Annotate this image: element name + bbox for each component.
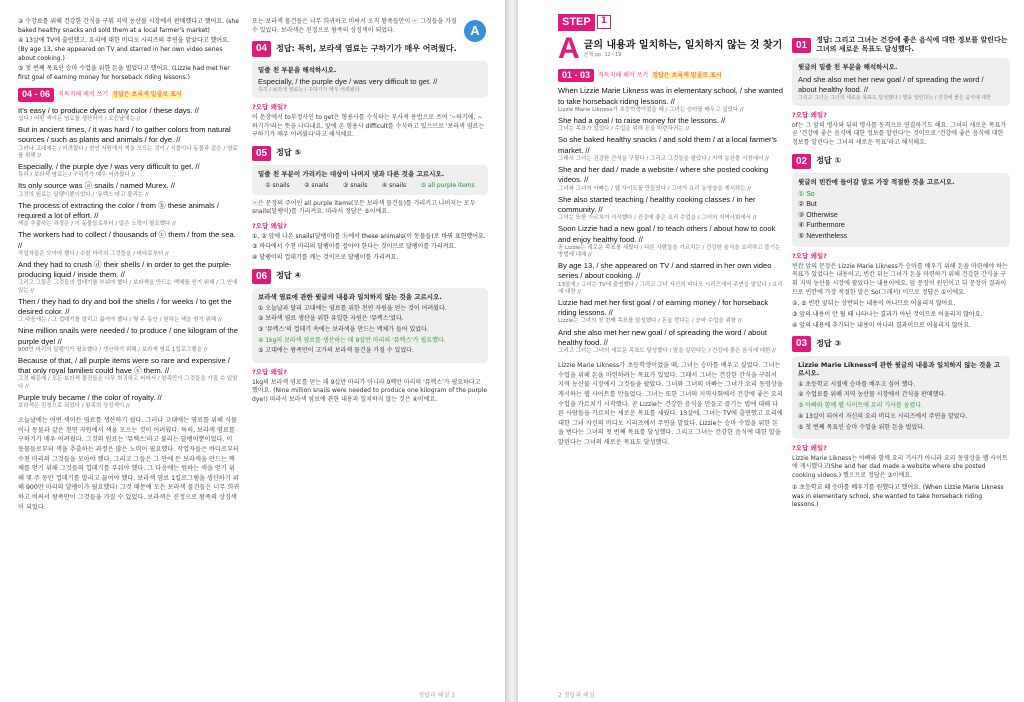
- right-section-number: 01 - 03: [558, 69, 594, 83]
- q03-item-5: ⑤ 첫 번째 목표인 승마 수업을 위한 돈을 벌었다.: [798, 423, 925, 431]
- right-sentence: [558, 195, 784, 223]
- left-sentence-english: And they had to crush ⓓ their shells / in order to get the purple-producing liquid / inside them. //: [18, 259, 232, 280]
- left-column: [18, 18, 240, 512]
- q02-item-3: ④ 앞의 내용에 추가되는 내용이 아니라 결과이므로 어울리지 않아요.: [792, 321, 972, 329]
- q05-number: 05: [252, 146, 271, 161]
- q01-box: [792, 58, 1010, 106]
- right-sentence-english: She also started teaching / healthy cooking classes / in her community. //: [558, 194, 756, 214]
- q02-item-2: ③ 앞의 내용이 안 될 때 나타나는 결과가 아닌 것이므로 어울리지 않아요.: [792, 311, 983, 319]
- q03-why: ?오답 왜일?: [792, 444, 827, 453]
- q04-box-korean: 특히 / 보라색 염료는 / 구하기가 매우 어려웠다: [258, 86, 360, 93]
- left-sentence-korean: 900만 마리의 달팽이가 필요했다 / 생산하기 위해 / 보라색 염료 1킬로그램을 //: [18, 346, 208, 353]
- left-sentence-korean: 작업자들은 모아야 했다 / 수천 마리의 그것들을 / 바다로부터 //: [18, 250, 169, 257]
- right-sentence-korean: 그녀와 그녀의 아빠는 / 웹 사이트를 만들었다 / 그녀가 요리 동영상을 게시하는 //: [558, 185, 752, 192]
- right-section-hint: 정답은 초록색 밑줄로 표시: [652, 71, 722, 79]
- translation-paragraph: 오늘날에는 어떤 색이든 염료를 생산하기 쉽다. 그러나 고대에는 염료를 위해 식물이나 동물과 같은 천연 자원에서 색을 모으는 것이 어려웠다. 특히, 보라색 염료를 구하기가 매우 어려웠다. 그것의 원료는 '뮤렉스'라고 불리는 달팽이뿐이었다. 이 동물들로부터 색을 추출하는 과정은 많은 노력이 필요했다. 작업자들은 바다로부터 수천 마리의 그것들을 모아야 했다. 그리고 그들은 그 안에 든 보라색을 만드는 액체를 얻기 위해 그것들의 껍데기를 부숴야 했다. 그 다음에는 원하는 색을 얻기 위해 몇 주 동안 껍데기를 말리고 끓여야 했다. 보라색 염료 1킬로그램을 생산하기 위해 900만 마리의 달팽이가 필요했다! 그것 때문에 모든 보라색 물건들은 너무 희귀하고 비싸서 왕족만이 그것들을 가질 수 있었다. 보라색은 진정으로 왕족의 상징색이 되었다.: [18, 417, 240, 511]
- step-number: 1: [597, 15, 611, 29]
- left-sentence-korean: 그리고 그들은 그것들의 껍데기를 부숴야 했다 / 보라색을 만드는 액체를 얻기 위해 / 그 안에 있는 //: [18, 280, 238, 294]
- q04-answer: 정답: 특히, 보라색 염료는 구하기가 매우 어려웠다.: [276, 43, 457, 53]
- q04-explanation: 이 문장에서 to부정사인 to get은 형용사를 수식하는 부사적 용법으로 쓰여 '~하기에, ~하기가'라는 뜻을 나타내요. 앞에 온 형용사 difficult를 수식하고 있으므로 '보라색 염료는 구하기가 매우 어려웠다'라고 해석해요.: [252, 114, 485, 139]
- q02-box-title: 윗글의 빈칸에 들어갈 말로 가장 적절한 것을 고르시오.: [798, 177, 955, 186]
- q02-item-1: ②, ⑤ 빈칸 앞뒤는 상반되는 내용이 아니므로 어울리지 않아요.: [792, 300, 956, 308]
- left-sentence: [18, 356, 240, 391]
- q05-box-title: 밑줄 친 부분이 가리키는 대상이 나머지 넷과 다른 것을 고르시오.: [258, 170, 445, 179]
- q05-option-1: ① snails: [265, 181, 290, 189]
- right-sentence-list: [558, 86, 784, 355]
- q03-box-title: Lizzie Marie Likness에 관한 윗글의 내용과 일치하지 않는 것을 고르시오.: [798, 360, 1001, 378]
- q06-item-2: ② 보라색 염료 생산을 위한 유일한 자원은 '뮤렉스'였다.: [258, 315, 404, 323]
- q01-why: ?오답 왜일?: [792, 111, 827, 120]
- section-number: 04 - 06: [18, 88, 54, 102]
- left-sentence-english: The process of extracting the color / from ⓑ these animals / required a lot of effort. //: [18, 200, 219, 220]
- q03-header: [792, 336, 1010, 351]
- left-sentence-korean: 그러나 고대에는 / 어려웠다 / 천연 자원에서 색을 모으는 것이 / 식물이나 동물과 같은 / 염료를 위해 //: [18, 145, 238, 159]
- left-sentence: [18, 260, 240, 295]
- q05-options: [258, 182, 482, 190]
- q03-number: 03: [792, 336, 811, 351]
- q01-answer: 정답: 그리고 그녀는 건강에 좋은 음식에 대한 정보를 알린다는 그녀의 새로운 목표도 달성했다.: [816, 36, 1008, 54]
- right-sentence: [558, 224, 784, 259]
- left-sentence: [18, 201, 240, 229]
- left-sentence-english: Then / they had to dry and boil the shells / for weeks / to get the desired color. //: [18, 296, 232, 316]
- right-sentence-korean: Lizzie Marie Likness가 초등학생이었을 때 / 그녀는 승마를 배우고 싶었다 //: [558, 106, 744, 113]
- q01-explanation: of는 그 앞의 명사와 뒤의 명사를 동격으로 연결하기도 해요. 그녀의 새로운 목표가 곧 '건강에 좋은 음식에 대한 정보를 알린다'는 것이므로 '건강에 좋은 음식에 대한 정보를 알린다는 그녀의 새로운 목표'라고 해석해요.: [792, 121, 1007, 147]
- right-left-column: [558, 14, 784, 448]
- right-page: [518, 0, 1024, 702]
- q05-option-2: ② snails: [304, 181, 329, 189]
- q03-extra: ① 초등학교 때 승마를 배우기를 원했다고 했어요. (When Lizzie Marie Likness was in elementary school, she wanted to take horseback riding lessons.): [792, 483, 1004, 509]
- q05-option-3: ③ snails: [342, 181, 368, 189]
- step-text: STEP: [558, 14, 595, 31]
- q06-item-5: ⑤ 고대에는 왕족만이 고가의 보라색 물건을 가질 수 있었다.: [258, 347, 414, 355]
- top-item-1: ② 수강료를 위해 건강한 간식을 구워 지역 농산물 시장에서 판매했다고 했어요. (she baked healthy snacks and sold them at a local farmer's market): [18, 18, 239, 34]
- right-sentence-english: Soon Lizzie had a new goal / to teach others / about how to cook and enjoy healthy food. //: [558, 224, 776, 244]
- right-section-header: [558, 69, 784, 83]
- right-sentence: [558, 116, 784, 133]
- q01-box-title: 윗글의 밑줄 친 부분을 해석하시오.: [798, 63, 898, 72]
- left-sentence: [18, 106, 240, 123]
- big-letter: A: [558, 31, 580, 65]
- q01-box-english: And she also met her new goal / of spreading the word / about healthy food. //: [798, 75, 984, 94]
- middle-top-text: 또는 보라색 물건들은 너무 희귀하고 비싸서 오직 왕족들만이 ⓔ 그것들을 가질 수 있었다. 보라색은 진정으로 왕족의 상징색이 되었다.: [252, 18, 457, 34]
- q02-header: [792, 154, 1010, 169]
- q06-header: [252, 269, 488, 284]
- section-hint: 정답은 초록색 밑줄로 표시: [112, 90, 182, 98]
- q02-number: 02: [792, 154, 811, 169]
- right-sentence-korean: 그녀는 또한 가르치기 시작했다 / 건강에 좋은 요리 수업을 / 그녀의 지역사회에서 //: [558, 215, 757, 222]
- right-translation-paragraph: Lizzie Marie Likness가 초등학생이었을 때, 그녀는 승마를 배우고 싶었다. 그녀는 수업을 위해 돈을 마련하려는 목표가 있었다. 그래서 그녀는 건강한 간식을 구워서 지역 농산물 시장에서 그것들을 팔았다. 그녀와 그녀의 아빠는 그녀가 요리 동영상을 게시하는 웹 사이트를 만들었다. 그녀는 또한 그녀의 지역사회에서 건강에 좋은 요리 수업을 가르치기 시작했다. 곧 Lizzie는 건강한 음식을 만들고 즐기는 법에 대해 다른 사람들을 가르치는 새로운 목표를 세웠다. 13살에, 그녀는 TV에 출연했고 요리에 대한 그녀 자신의 비디오 시리즈에서 주연을 맡았다. Lizzie는 승마 수업을 위한 돈을 번다는 그녀의 첫 번째 목표를 달성했다. 그리고 그녀는 건강한 음식에 대한 말을 알린다는 그녀의 새로운 목표도 달성했다.: [558, 362, 783, 447]
- q01-header: [792, 36, 1010, 54]
- left-sentence-english: But in ancient times, / it was hard / to gather colors from natural sources / such as plants and animals / for dye. //: [18, 125, 231, 145]
- right-right-column: [792, 30, 1010, 512]
- right-sentence: [558, 86, 784, 114]
- q05-header: [252, 146, 488, 161]
- q03-item-4: ④ 13살이 되어서 자신의 요리 비디오 시리즈에서 주연을 맡았다.: [798, 412, 968, 420]
- left-sentence-english: Because of that, / all purple items were so rare and expensive / that only royal families could have ⓔ them. //: [18, 355, 230, 376]
- q03-explanation: Lizzie Marie Likness는 아빠와 함께 요리 기사가 아니라 요리 동영상을 웹 사이트에 게시했다고(She and her dad made a website where she posted cooking videos.) 했으므로 정답은 ③이에요.: [792, 454, 1008, 480]
- left-sentence: [18, 125, 240, 160]
- right-sentence-korean: 그리고 그녀는 그녀의 새로운 목표도 달성했다 / 말을 알린다는 / 건강에 좋은 음식에 대한 //: [558, 348, 776, 355]
- middle-column: [252, 18, 488, 408]
- q06-item-4: ④ 1kg의 보라색 염료를 생산하는 데 9십만 마리의 '뮤렉스'가 필요했다.: [258, 336, 446, 344]
- q03-answer: 정답 ③: [816, 338, 842, 348]
- right-sentence-english: She and her dad / made a website / where she posted cooking videos. //: [558, 165, 769, 185]
- q05-box: [252, 165, 488, 194]
- sentence-list: [18, 106, 240, 410]
- q06-item-1: ① 오늘날과 달리 고대에는 염료를 위한 천연 자원을 얻는 것이 어려웠다.: [258, 304, 447, 312]
- q02-why: ?오답 왜일?: [792, 252, 827, 261]
- right-sentence-korean: 곧 Lizzie는 새로운 목표를 세웠다 / 다른 사람들을 가르치는 / 건강한 음식을 요리하고 즐기는 방법에 대해 //: [558, 244, 781, 258]
- left-sentence-korean: 그것 때문에 / 모든 보라색 물건들은 너무 희귀하고 비싸서 / 왕족만이 그것들을 가질 수 있었다 //: [18, 376, 238, 390]
- right-section-title: 직독직해 해석 쓰기: [598, 71, 649, 79]
- page-reference: 본책 pp. 12~19: [583, 51, 622, 58]
- q04-box-title: 밑줄 친 부분을 해석하시오.: [258, 65, 337, 74]
- q05-why: ?오답 왜일?: [252, 222, 287, 231]
- left-sentence-korean: 보라색은 진정으로 되었다 / 왕족의 상징색이 //: [18, 403, 130, 410]
- q03-item-3: ③ 아빠와 함께 웹 사이트에 요리 기사를 올렸다.: [798, 402, 923, 410]
- left-sentence-english: It's easy / to produce dyes of any color / these days. //: [18, 105, 199, 115]
- q02-option-3: ③ Otherwise: [798, 211, 838, 219]
- q02-explanation: 빈칸 앞의 문장은 Lizzie Marie Likness가 승마를 배우기 위해 돈을 마련해야 하는 목표가 있었다는 내용이고, 빈칸 뒤는 그녀가 돈을 마련하기 위해 건강한 간식을 구워 지역 농산물 시장에 팔았다는 내용이에요. 앞 문장이 원인이고 뒤 문장이 결과이므로 빈칸에 가장 적절한 말은 So(그래서) 이므로 정답은 ①이에요.: [792, 262, 1008, 296]
- q06-explanation: 1kg의 보라색 염료를 얻는 데 9십만 마리가 아니라 9백만 마리의 '뮤렉스'가 필요하다고 했어요. (Nine million snails were needed to produce one kilogram of the purple dye!) 따라서 보라색 염료에 관한 내용과 일치하지 않는 것은 ④이에요.: [252, 378, 488, 403]
- q05-explanation: ⓔ은 문장의 주어인 all purple items(모든 보라색 물건들)를 가리키고 나머지는 모두 snails(달팽이)를 가리켜요. 따라서 정답은 ⑤이에요.: [252, 199, 476, 216]
- left-sentence-korean: 그것의 원료는 달팽이뿐이었다 / '뮤렉스'라고 불리는 //: [18, 191, 149, 198]
- left-sentence: [18, 297, 240, 325]
- right-sentence-english: She had a goal / to raise money for the lessons. //: [558, 116, 726, 126]
- q06-item-3: ③ '뮤렉스'의 껍데기 속에는 보라색을 만드는 액체가 들어 있었다.: [258, 325, 429, 333]
- q04-number: 04: [252, 41, 271, 56]
- top-item-2: ④ 13살에 TV에 출연했고, 요리에 대한 비디오 시리즈의 주연을 맡았다고 했어요. (By age 13, she appeared on TV and starred in her own video series about cooking.): [18, 37, 230, 62]
- left-sentence: [18, 230, 240, 258]
- book-gutter: [506, 0, 518, 702]
- q05-item-2: ③ 바다에서 수천 마리의 달팽이를 잡아야 한다는 것이므로 달팽이를 가리켜요.: [252, 243, 457, 251]
- right-sentence: [558, 261, 784, 296]
- right-sentence: [558, 135, 784, 163]
- right-sentence-english: By age 13, / she appeared on TV / and starred in her own video series / about cooking. //: [558, 261, 772, 281]
- right-sentence-korean: Lizzie는 그녀의 첫 번째 목표를 달성했다 / 돈을 번다는 / 승마 수업을 위한 //: [558, 318, 742, 325]
- left-sentence-korean: 쉽다 / 어떤 색이든 염료를 생산하기 / 요즘날에는 //: [18, 115, 141, 122]
- section-header: [18, 88, 240, 102]
- q03-item-1: ① 초등학교 시절에 승마를 배우고 싶어 했다.: [798, 380, 916, 388]
- q06-answer: 정답 ④: [276, 271, 302, 281]
- step-label: [558, 14, 784, 31]
- q06-box: [252, 288, 488, 363]
- title-row: [558, 31, 784, 65]
- q01-number: 01: [792, 38, 811, 53]
- right-sentence-korean: 13살에 / 그녀는 TV에 출연했다 / 그리고 그녀 자신의 비디오 시리즈에서 주연을 맡았다 / 요리에 대한 //: [558, 281, 783, 295]
- q06-why: ?오답 왜일?: [252, 368, 287, 377]
- q06-number: 06: [252, 269, 271, 284]
- left-page: [0, 0, 506, 702]
- q04-box: [252, 61, 488, 99]
- right-sentence-english: So she baked healthy snacks / and sold them / at a local farmer's market. //: [558, 135, 777, 155]
- q04-header: [252, 41, 488, 56]
- q05-item-1: ①, ② 앞에 나온 snails(달팽이)를 ⓑ에서 these animals(이 동물들)로 바꿔 표현했어요.: [252, 232, 486, 240]
- left-sentence: [18, 326, 240, 354]
- left-sentence: [18, 393, 240, 410]
- left-sentence-english: Especially, / the purple dye / was very difficult to get. //: [18, 161, 200, 171]
- q05-item-3: ④ 달팽이의 껍데기를 깨는 것이므로 달팽이를 가리켜요.: [252, 254, 399, 262]
- left-sentence-english: The workers had to collect / thousands of ⓒ them / from the sea. //: [18, 230, 236, 250]
- left-sentence-korean: 색을 추출하는 과정은 / 이 동물들로부터 / 많은 노력이 필요했다 //: [18, 221, 176, 228]
- q02-answer: 정답 ①: [816, 156, 842, 166]
- q02-option-4: ④ Furthermore: [798, 222, 845, 230]
- right-sentence-english: Lizzie had met her first goal / of earning money / for horseback riding lessons. //: [558, 297, 769, 318]
- right-sentence-english: When Lizzie Marie Likness was in elementary school, / she wanted to take horseback riding lessons. //: [558, 86, 783, 106]
- q03-item-2: ② 수업료를 위해 지역 농산물 시장에서 간식을 판매했다.: [798, 391, 947, 399]
- right-sentence-korean: 그녀는 목표가 있었다 / 수업을 위해 돈을 마련하려는 //: [558, 126, 690, 133]
- right-sentence: [558, 298, 784, 326]
- left-sentence-english: Nine million snails were needed / to produce / one kilogram of the purple dye! //: [18, 326, 238, 346]
- q02-option-2: ② But: [798, 201, 817, 209]
- left-sentence-english: Purple truly became / the color of royalty. //: [18, 392, 162, 402]
- left-sentence-english: Its only source was ⓐ snails / named Murex. //: [18, 181, 175, 191]
- q05-answer: 정답 ⑤: [276, 148, 302, 158]
- q02-option-5: ⑤ Nevertheless: [798, 232, 848, 240]
- right-sentence-korean: 그래서 그녀는 건강한 간식을 구웠다 / 그리고 그것들을 팔았다 / 지역 농산물 시장에서 //: [558, 155, 769, 162]
- main-title: 글의 내용과 일치하는, 일치하지 않는 것 찾기: [583, 39, 783, 51]
- q01-box-korean: 그리고 그녀는 그녀의 새로운 목표도 달성했다 / 말을 알린다는 / 건강에 좋은 음식에 대한: [798, 94, 992, 101]
- section-a-circle: A: [464, 20, 486, 42]
- q04-why: ?오답 왜일?: [252, 103, 287, 112]
- top-item-3: ⑤ 첫 번째 목표인 승마 수업을 위한 돈을 벌었다고 했어요. (Lizzie had met her first goal of earning money for horseback riding lessons.): [18, 65, 230, 82]
- right-sentence: [558, 165, 784, 193]
- right-sentence: [558, 328, 784, 356]
- left-sentence: [18, 162, 240, 179]
- right-sentence-english: And she also met her new goal / of spreading the word / about healthy food. //: [558, 327, 767, 347]
- q05-option-5: ⑤ all purple items: [420, 181, 475, 189]
- q05-option-4: ④ snails: [381, 181, 407, 189]
- left-sentence: [18, 181, 240, 198]
- q02-box: [792, 173, 1010, 247]
- section-title: 직독직해 해석 쓰기: [58, 90, 109, 98]
- q02-option-1: ① So: [798, 190, 815, 198]
- right-footer: 2 정답과 해설: [558, 692, 595, 699]
- left-sentence-korean: 그 다음에는 / 그 껍데기를 말리고 끓여야 했다 / 몇 주 동안 / 원하는 색을 얻기 위해 //: [18, 317, 222, 324]
- q04-box-english: Especially, / the purple dye / was very difficult to get. //: [258, 77, 438, 87]
- left-sentence-korean: 특히 / 보라색 염료는 / 구하기가 매우 어려웠다 //: [18, 172, 136, 179]
- q06-box-title: 보라색 염료에 관한 윗글의 내용과 일치하지 않는 것을 고르시오.: [258, 293, 442, 301]
- q03-box: [792, 356, 1010, 440]
- left-footer: 정답과 해설 3: [418, 692, 455, 699]
